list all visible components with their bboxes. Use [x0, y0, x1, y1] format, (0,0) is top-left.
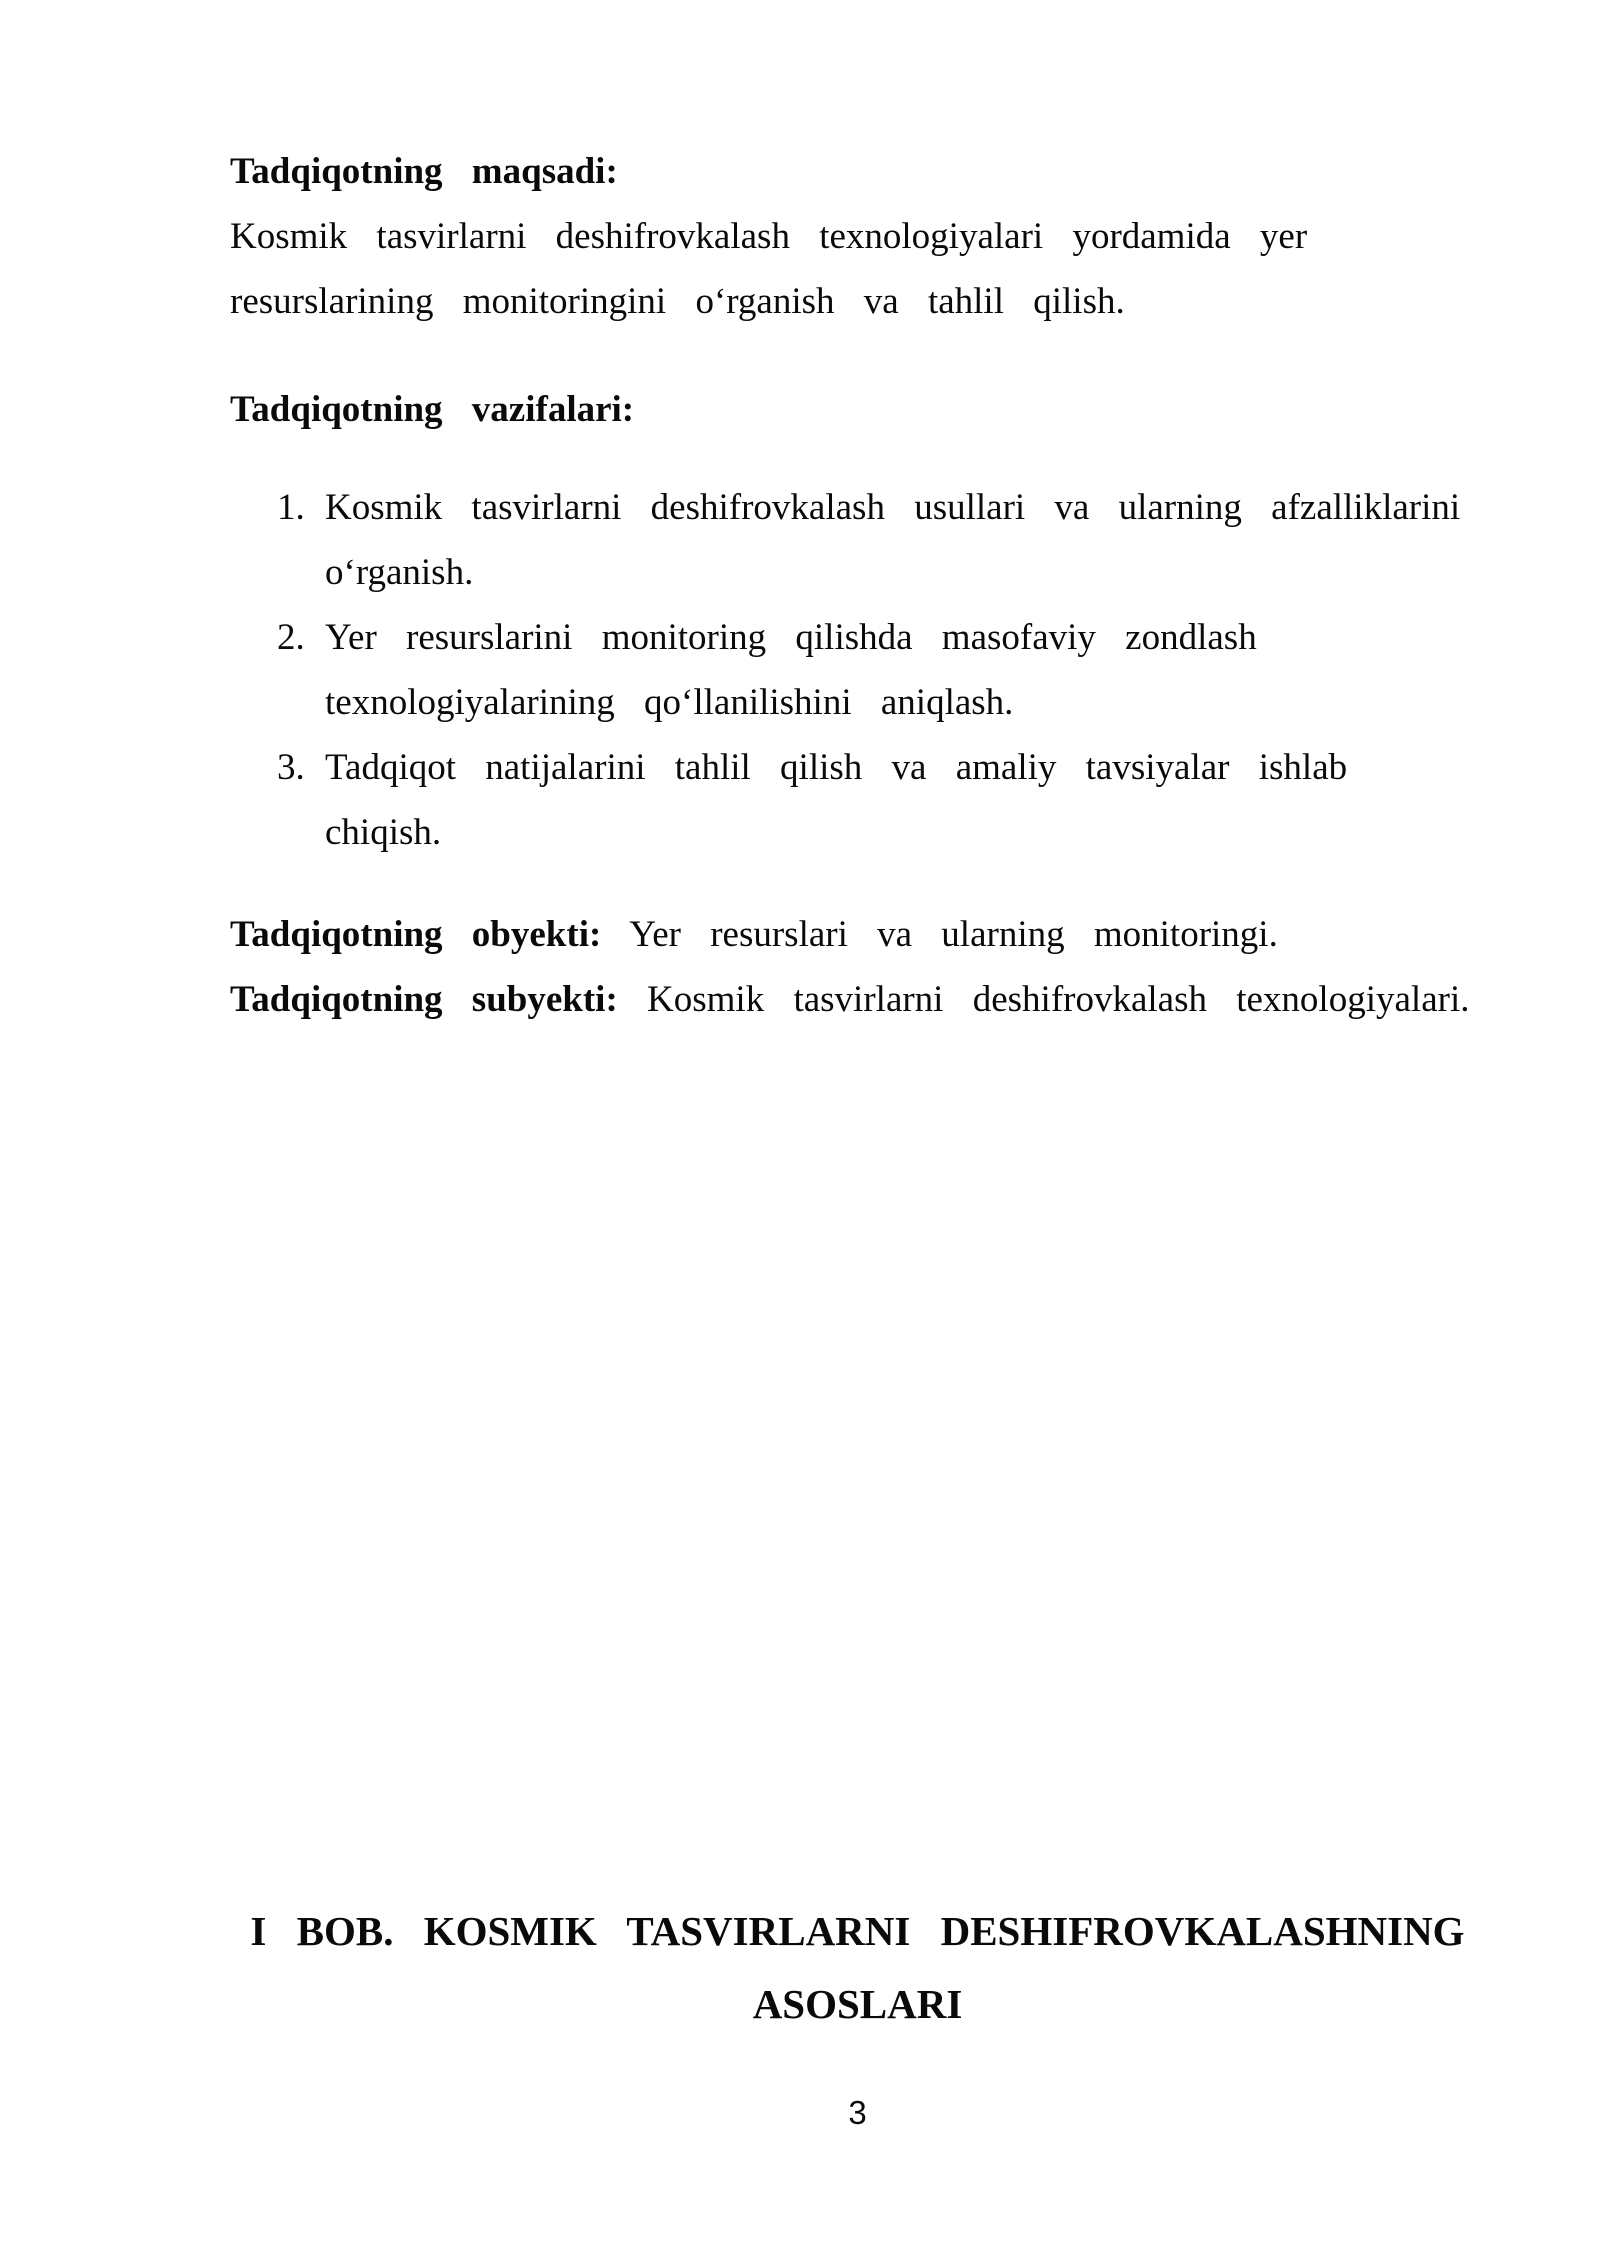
- text-line: Yer resurslarini monitoring qilishda masofaviy zondlash: [325, 617, 1257, 658]
- tasks-list: [230, 475, 1485, 865]
- chapter-heading: [230, 1895, 1485, 2041]
- text-line: Tadqiqot natijalarini tahlil qilish va amaliy tavsiyalar ishlab: [325, 747, 1348, 788]
- subject-label: Tadqiqotning subyekti:: [230, 979, 618, 1020]
- task-number: 2.: [277, 617, 305, 658]
- text-line: resurslarining monitoringini o‘rganish va tahlil qilish.: [230, 281, 1125, 322]
- task-text: [325, 735, 1485, 865]
- task-text: [325, 475, 1485, 605]
- subject-line: [230, 967, 1485, 1032]
- text-line: o‘rganish.: [325, 552, 474, 593]
- object-text: Yer resurslari va ularning monitoringi.: [629, 914, 1278, 955]
- goal-paragraph: [230, 204, 1485, 334]
- text-line: Kosmik tasvirlarni deshifrovkalash usullari va ularning afzalliklarini: [325, 487, 1461, 528]
- object-label: Tadqiqotning obyekti:: [230, 914, 602, 955]
- tasks-heading: Tadqiqotning vazifalari:: [230, 389, 635, 430]
- task-number: 3.: [277, 747, 305, 788]
- text-line: ASOSLARI: [752, 1981, 963, 2027]
- text-line: Kosmik tasvirlarni deshifrovkalash texnologiyalari yordamida yer: [230, 216, 1308, 257]
- task-item-1: [230, 475, 1485, 605]
- page-number: 3: [848, 2094, 867, 2131]
- text-line: I BOB. KOSMIK TASVIRLARNI DESHIFROVKALASHNING: [250, 1908, 1465, 1954]
- task-item-3: [230, 735, 1485, 865]
- task-text: [325, 605, 1485, 735]
- task-item-2: [230, 605, 1485, 735]
- text-line: chiqish.: [325, 812, 442, 853]
- text-line: texnologiyalarining qo‘llanilishini aniqlash.: [325, 682, 1014, 723]
- subject-text: Kosmik tasvirlarni deshifrovkalash texnologiyalari.: [647, 979, 1470, 1020]
- object-line: [230, 902, 1485, 967]
- goal-heading: Tadqiqotning maqsadi:: [230, 151, 618, 192]
- task-number: 1.: [277, 487, 305, 528]
